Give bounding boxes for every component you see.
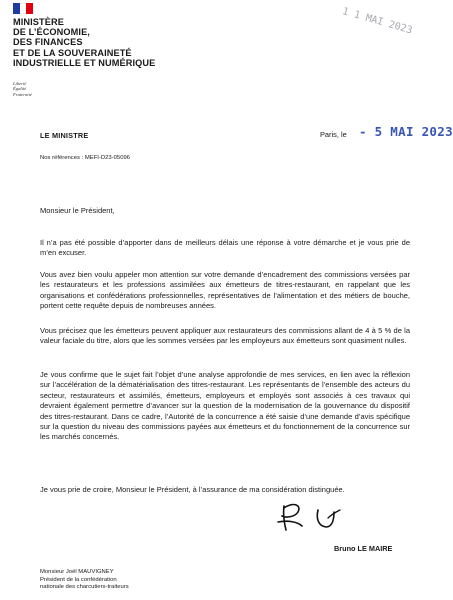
ministry-line: MINISTÈRE bbox=[13, 17, 64, 27]
body-paragraph: Je vous confirme que le sujet fait l’objet d’une analyse approfondie de mes services, en lien avec la réflexion sur l’accélération de la dématérialisation des titres-restaurant. Les représentants de l’ensemble des acteurs du secteur, restaurateurs et assimilés, émetteurs, employeurs et employés sont associés à ces travaux qui devraient également permettre d’avancer sur la question de la modernisation de la gouvernance du dispositif des titres-restaurant. Dans ce cadre, l’Autorité de la concurrence a été saisie d’une demande d’avis spécifique sur la question du niveau des commissions payées aux émetteurs et du fonctionnement de la concurrence sur les marchés concernés. bbox=[40, 370, 410, 442]
recipient-line: Président de la confédération bbox=[40, 576, 117, 583]
body-paragraph: Vous précisez que les émetteurs peuvent appliquer aux restaurateurs des commissions allant de 4 à 5 % de la valeur faciale du titre, alors que les sommes versées par les employeurs aux émetteurs sont quasiment nulles. bbox=[40, 326, 410, 346]
ministry-line: DE L’ÉCONOMIE, bbox=[13, 27, 90, 38]
place-label: Paris, le bbox=[320, 130, 347, 139]
body-paragraph: Il n’a pas été possible d’apporter dans de meilleurs délais une réponse à votre démarche et je vous prie de m’en excuser. bbox=[40, 238, 410, 258]
motto-line: Égalité bbox=[13, 86, 27, 92]
reference-number: Nos références : MEFI-D23-05096 bbox=[40, 155, 131, 161]
recipient-address bbox=[40, 569, 129, 592]
sender-title: LE MINISTRE bbox=[40, 131, 89, 140]
ministry-line: DES FINANCES bbox=[13, 37, 83, 48]
republic-motto bbox=[13, 81, 32, 97]
date-stamp: - 5 MAI 2023 bbox=[359, 124, 453, 139]
recipient-line: Monsieur Joël MAUVIGNEY bbox=[40, 569, 114, 575]
french-flag-logo bbox=[13, 3, 33, 14]
motto-line: Fraternité bbox=[13, 91, 32, 97]
ministry-line: ET DE LA SOUVERAINETÉ bbox=[13, 47, 132, 58]
salutation: Monsieur le Président, bbox=[40, 206, 115, 215]
flag-white-band bbox=[20, 3, 27, 14]
motto-line: Liberté bbox=[13, 81, 27, 86]
flag-red-band bbox=[26, 3, 33, 14]
recipient-line: nationale des charcutiers-traiteurs bbox=[40, 584, 129, 591]
ministry-name bbox=[13, 17, 213, 68]
received-date-stamp: 1 1 MAI 2023 bbox=[340, 6, 414, 37]
signer-name: Bruno LE MAIRE bbox=[334, 544, 393, 553]
closing-paragraph: Je vous prie de croire, Monsieur le Président, à l’assurance de ma considération distinguée. bbox=[40, 485, 345, 494]
body-paragraph: Vous avez bien voulu appeler mon attention sur votre demande d’encadrement des commissions versées par les restaurateurs et les professions assimilées aux émetteurs de titres-restaurant, en rappelant que les organisations et confédérations professionnelles, représentatives de l’alimentation et des métiers de bouche, portent cette requête depuis de nombreuses années. bbox=[40, 270, 410, 311]
handwritten-signature bbox=[272, 500, 350, 540]
ministry-line: INDUSTRIELLE ET NUMÉRIQUE bbox=[13, 57, 156, 68]
flag-blue-band bbox=[13, 3, 20, 14]
